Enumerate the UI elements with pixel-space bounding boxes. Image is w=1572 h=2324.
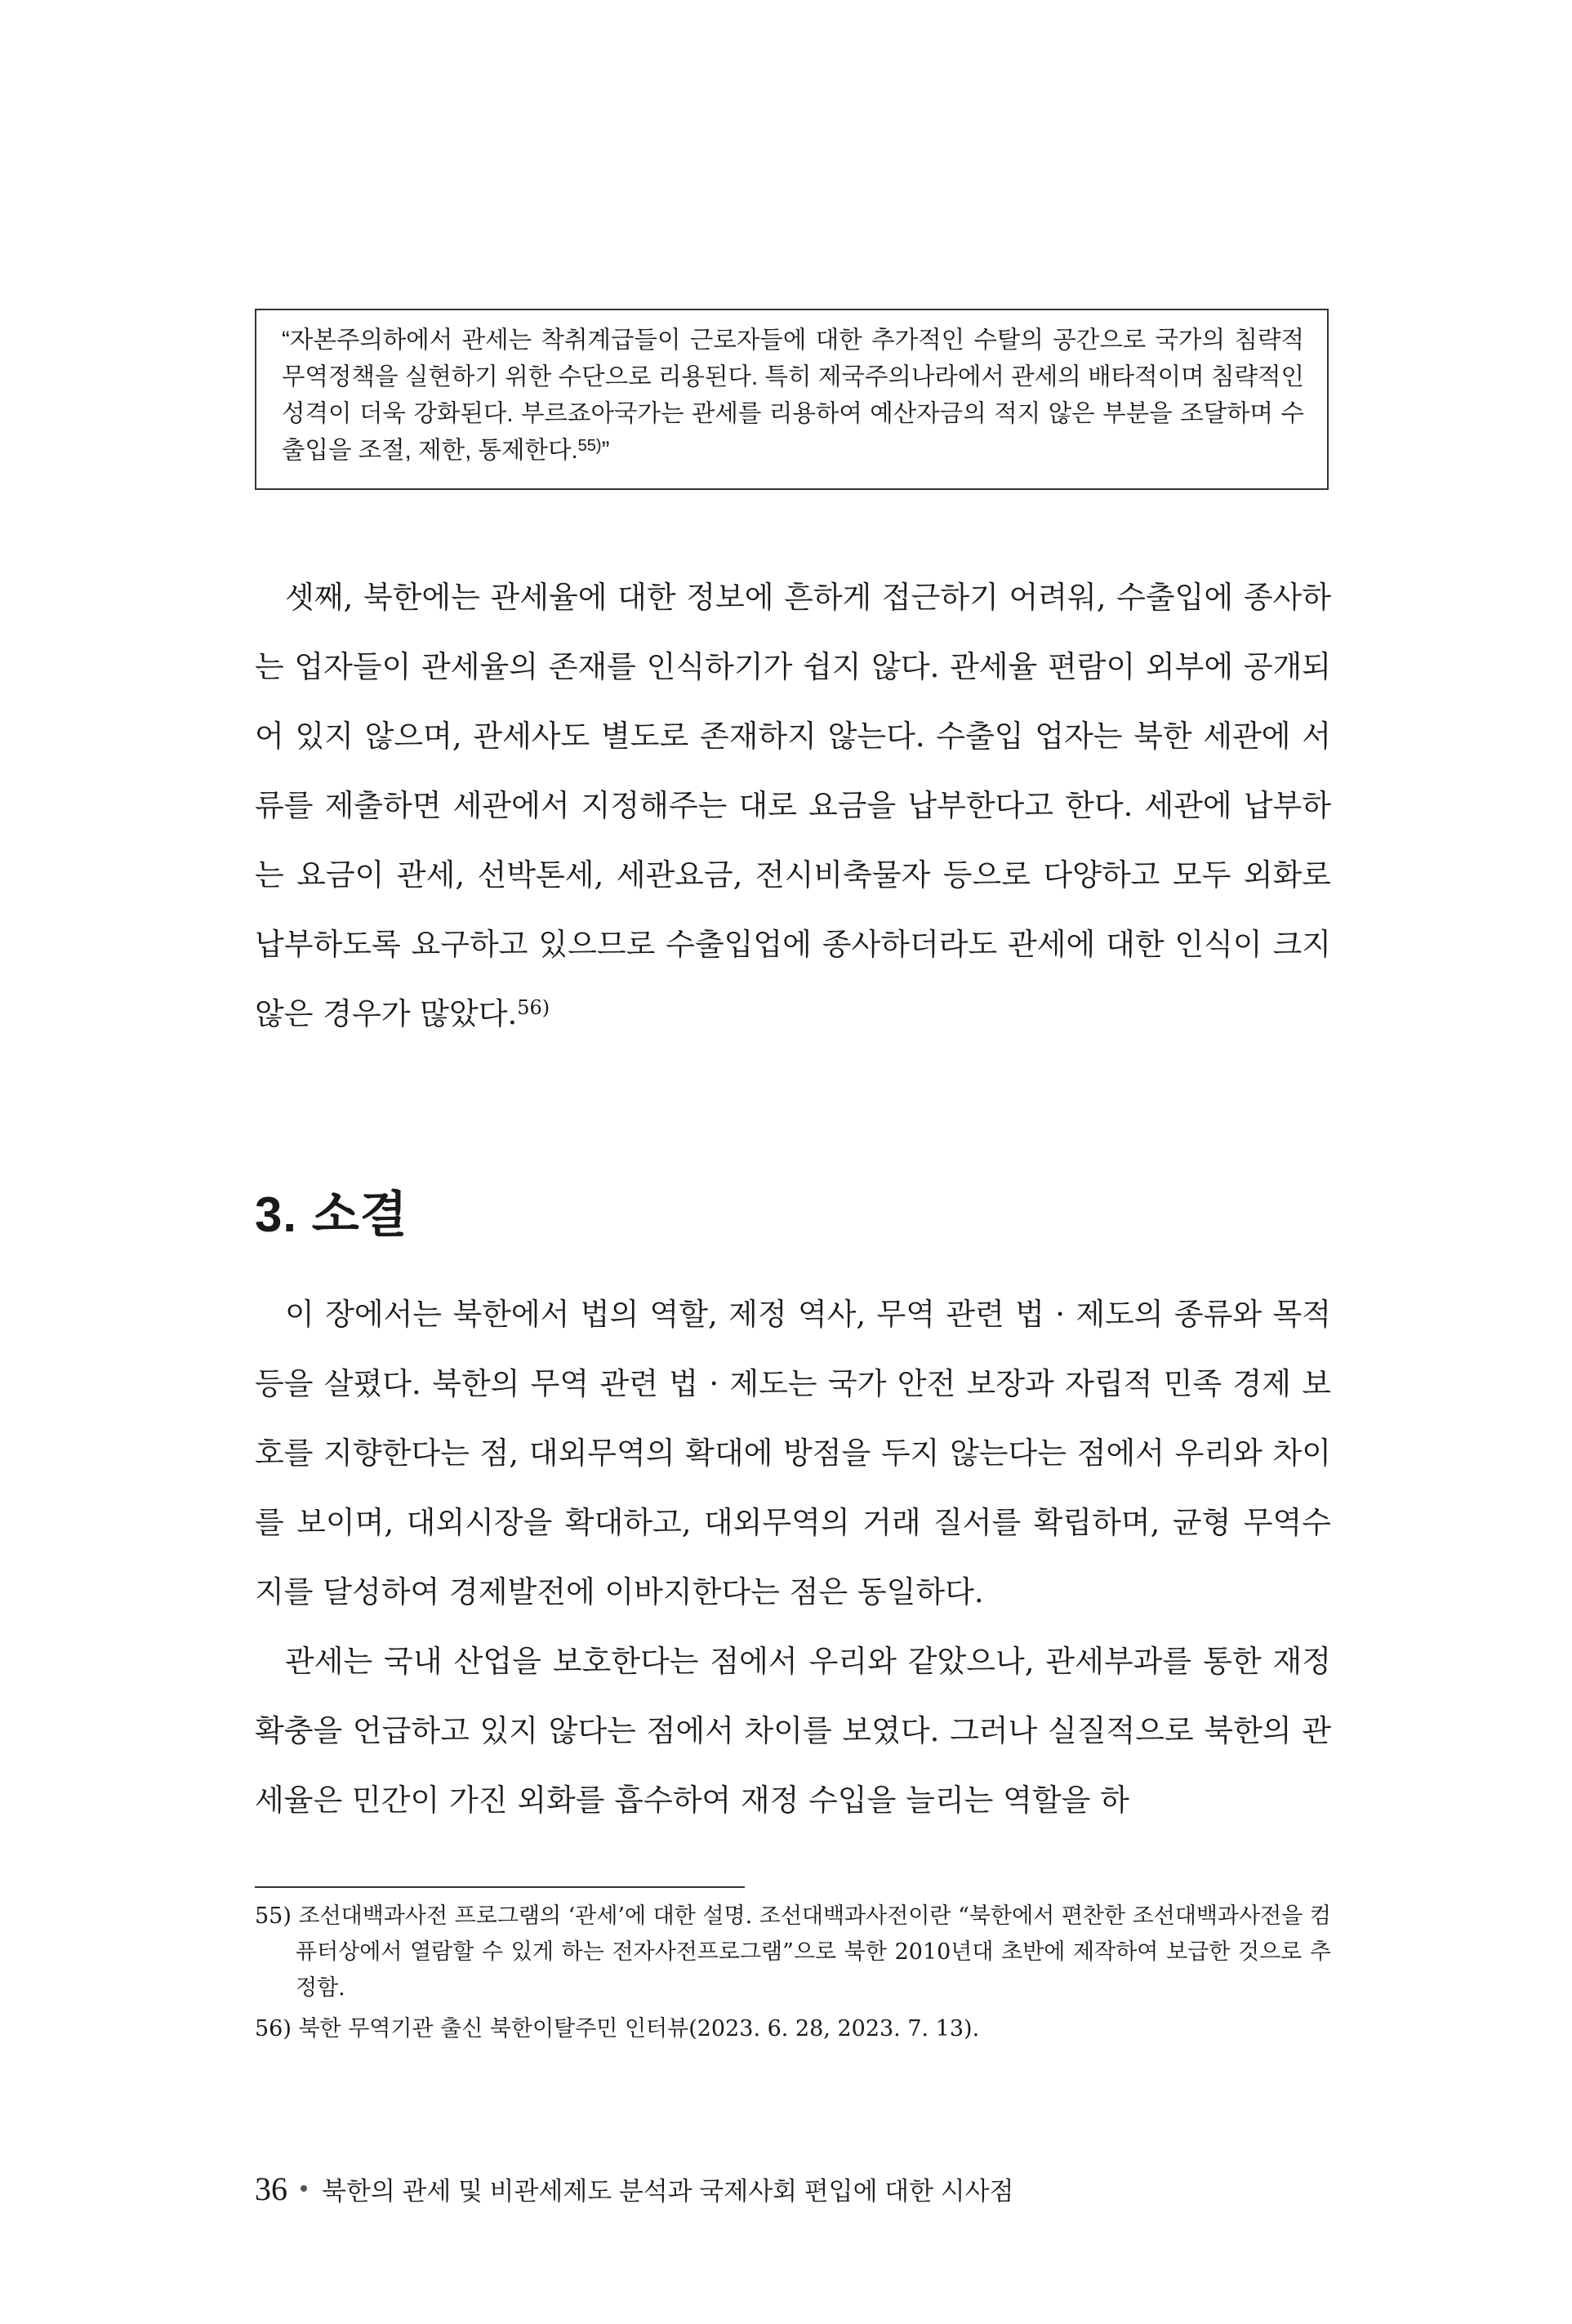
paragraph-conclusion-1: 이 장에서는 북한에서 법의 역할, 제정 역사, 무역 관련 법 · 제도의 종류와 목적 등을 살폈다. 북한의 무역 관련 법 · 제도는 국가 안전 보장과 자립적 민족 경제 보호를 지향한다는 점, 대외무역의 확대에 방점을 두지 않는다는 점에서 우리와 차이를 보이며, 대외시장을 확대하고, 대외무역의 거래 질서를 확립하며, 균형 무역수지를 달성하여 경제발전에 이바지한다는 점은 동일하다. [255,1297,1331,1609]
quote-text: “자본주의하에서 관세는 착취계급들이 근로자들에 대한 추가적인 수탈의 공간으로 국가의 침략적 무역정책을 실현하기 위한 수단으로 리용된다. 특히 제국주의나라에서 관세의 배타적이며 침략적인 성격이 더욱 강화된다. 부르죠아국가는 관세를 리용하여 예산자금의 적지 않은 부분을 조달하며 수출입을 조절, 제한, 통제한다. [282,327,1304,464]
quote-close-mark: ” [601,437,610,464]
paragraph-conclusion-2: 관세는 국내 산업을 보호한다는 점에서 우리와 같았으나, 관세부과를 통한 재정 확충을 언급하고 있지 않다는 점에서 차이를 보였다. 그러나 실질적으로 북한의 관세율은 민간이 가진 외화를 흡수하여 재정 수입을 늘리는 역할을 하 [255,1644,1331,1818]
footnote-divider [255,1886,745,1888]
footnote-ref-56[interactable]: 56) [517,996,550,1019]
bullet-dot-icon [301,2185,307,2192]
paragraph-text: 셋째, 북한에는 관세율에 대한 정보에 흔하게 접근하기 어려워, 수출입에 종사하는 업자들이 관세율의 존재를 인식하기가 쉽지 않다. 관세율 편람이 외부에 공개되어 있지 않으며, 관세사도 별도로 존재하지 않는다. 수출입 업자는 북한 세관에 서류를 제출하면 세관에서 지정해주는 대로 요금을 납부한다고 한다. 세관에 납부하는 요금이 관세, 선박톤세, 세관요금, 전시비축물자 등으로 다양하고 모두 외화로 납부하도록 요구하고 있으므로 수출입업에 종사하더라도 관세에 대한 인식이 크지 않은 경우가 많았다. [255,580,1331,1031]
page-number: 36 [255,2170,287,2207]
book-title: 북한의 관세 및 비관세제도 분석과 국제사회 편입에 대한 시사점 [322,2176,1014,2206]
footnote-ref-55[interactable]: 55) [577,437,602,455]
section-heading: 3. 소결 [255,1187,408,1242]
footnote-55: 55) 조선대백과사전 프로그램의 ‘관세’에 대한 설명. 조선대백과사전이란 “북한에서 편찬한 조선대백과사전을 컴퓨터상에서 열람할 수 있게 하는 전자사전프로그램”으로 북한 2010년대 초반에 제작하여 보급한 것으로 추정함. [255,1903,1331,2001]
page-footer [255,2168,1014,2209]
paragraph-third-point [255,563,1331,1048]
footnote-56: 56) 북한 무역기관 출신 북한이탈주민 인터뷰(2023. 6. 28, 2023. 7. 13). [255,2016,980,2041]
quote-box [255,309,1329,490]
body-section-conclusion [255,1280,1331,1835]
body-section-third-point [255,563,1331,1048]
footnotes [255,1899,1331,2047]
